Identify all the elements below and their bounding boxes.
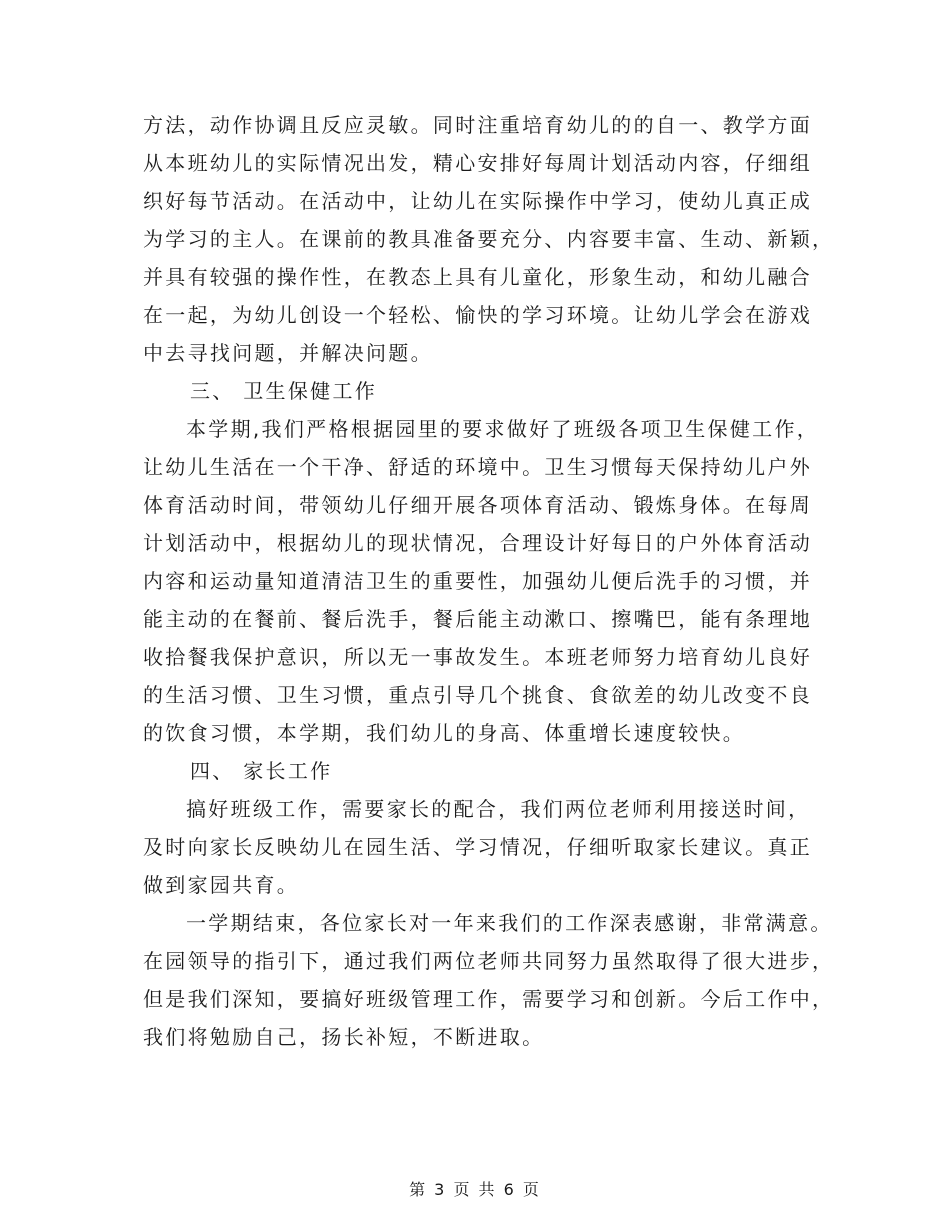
body-text-line: 计划活动中，根据幼儿的现状情况，合理设计好每日的户外体育活动 [143, 531, 812, 555]
body-text-line: 但是我们深知，要搞好班级管理工作，需要学习和创新。今后工作中， [143, 987, 835, 1011]
body-text-line: 织好每节活动。在活动中，让幼儿在实际操作中学习，使幼儿真正成 [143, 189, 812, 213]
body-text-line: 能主动的在餐前、餐后洗手，餐后能主动漱口、擦嘴巴，能有条理地 [143, 607, 812, 631]
body-text-line: 搞好班级工作，需要家长的配合，我们两位老师利用接送时间， [186, 797, 811, 821]
body-text-line: 的饮食习惯，本学期，我们幼儿的身高、体重增长速度较快。 [143, 721, 746, 745]
body-text-line: 收拾餐我保护意识，所以无一事故发生。本班老师努力培育幼儿良好 [143, 645, 812, 669]
body-text-line: 体育活动时间，带领幼儿仔细开展各项体育活动、锻炼身体。在每周 [143, 493, 812, 517]
body-text-line: 我们将勉励自己，扬长补短，不断进取。 [143, 1025, 545, 1049]
page-number-footer: 第 3 页 共 6 页 [409, 1180, 541, 1199]
section-heading-parents: 四、 家长工作 [190, 759, 333, 783]
section-heading-hygiene: 三、 卫生保健工作 [190, 379, 378, 403]
body-text-line: 在园领导的指引下，通过我们两位老师共同努力虽然取得了很大进步， [143, 949, 835, 973]
body-text-line: 让幼儿生活在一个干净、舒适的环境中。卫生习惯每天保持幼儿户外 [143, 455, 812, 479]
body-text-line: 及时向家长反映幼儿在园生活、学习情况，仔细听取家长建议。真正 [143, 835, 812, 859]
body-text-line: 本学期,我们严格根据园里的要求做好了班级各项卫生保健工作， [186, 417, 820, 441]
body-text-line: 并具有较强的操作性，在教态上具有儿童化，形象生动，和幼儿融合 [143, 265, 812, 289]
body-text-line: 中去寻找问题，并解决问题。 [143, 341, 433, 365]
body-text-line: 方法，动作协调且反应灵敏。同时注重培育幼儿的的自一、教学方面 [143, 113, 812, 137]
body-text-line: 为学习的主人。在课前的教具准备要充分、内容要丰富、生动、新颖， [143, 227, 835, 251]
body-text-line: 的生活习惯、卫生习惯，重点引导几个挑食、食欲差的幼儿改变不良 [143, 683, 812, 707]
body-text-line: 一学期结束，各位家长对一年来我们的工作深表感谢，非常满意。 [186, 911, 833, 935]
body-text-line: 在一起，为幼儿创设一个轻松、愉快的学习环境。让幼儿学会在游戏 [143, 303, 812, 327]
body-text-line: 做到家园共育。 [143, 873, 300, 897]
body-text-line: 内容和运动量知道清洁卫生的重要性，加强幼儿便后洗手的习惯，并 [143, 569, 812, 593]
body-text-line: 从本班幼儿的实际情况出发，精心安排好每周计划活动内容，仔细组 [143, 151, 812, 175]
